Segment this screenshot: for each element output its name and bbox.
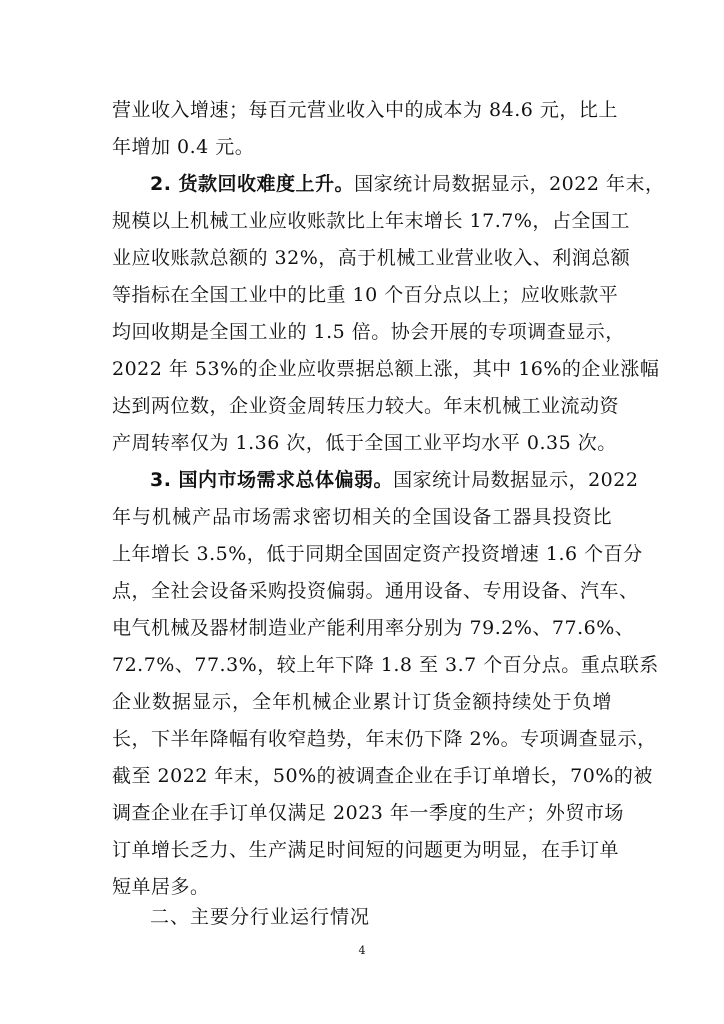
body-text-line: 业应收账款总额的 32%，高于机械工业营业收入、利润总额: [112, 247, 631, 269]
body-text-line: 营业收入增速；每百元营业收入中的成本为 84.6 元，比上: [112, 99, 618, 121]
body-text-line: 订单增长乏力、生产满足时间短的问题更为明显，在手订单: [112, 839, 620, 861]
body-text-line: 达到两位数，企业资金周转压力较大。年末机械工业流动资: [112, 395, 620, 417]
body-text-line: 企业数据显示，全年机械企业累计订货金额持续处于负增: [112, 691, 612, 713]
body-text-line: 点，全社会设备采购投资偏弱。通用设备、专用设备、汽车、: [112, 580, 639, 602]
body-text-line: 截至 2022 年末，50%的被调查企业在手订单增长，70%的被: [112, 765, 653, 787]
body-text-line: 年与机械产品市场需求密切相关的全国设备工器具投资比: [112, 506, 612, 528]
body-text-line: 2022 年 53%的企业应收票据总额上涨，其中 16%的企业涨幅: [112, 358, 660, 380]
body-text-line: 上年增长 3.5%，低于同期全国固定资产投资增速 1.6 个百分: [112, 543, 643, 565]
body-text-line: 均回收期是全国工业的 1.5 倍。协会开展的专项调查显示，: [112, 321, 625, 343]
body-text-line: 年增加 0.4 元。: [112, 136, 255, 158]
section-2-title: 2. 货款回收难度上升。: [150, 173, 355, 195]
body-text-line: 等指标在全国工业中的比重 10 个百分点以上；应收账款平: [112, 284, 619, 306]
body-text-line: 规模以上机械工业应收账款比上年末增长 17.7%，占全国工: [112, 210, 630, 232]
body-text-line: 产周转率仅为 1.36 次，低于全国工业平均水平 0.35 次。: [112, 432, 617, 454]
page-number: 4: [358, 944, 366, 957]
body-text-line: 长，下半年降幅有收窄趋势，年末仍下降 2%。专项调查显示，: [112, 728, 657, 750]
section-3-first-line: [150, 468, 639, 492]
section-2-first-line-text: 国家统计局数据显示，2022 年末，: [354, 173, 665, 195]
section-3-first-line-text: 国家统计局数据显示，2022: [393, 469, 639, 491]
body-text-line: 短单居多。: [112, 876, 210, 898]
body-text-line: 调查企业在手订单仅满足 2023 年一季度的生产；外贸市场: [112, 802, 624, 824]
body-text-line: 72.7%、77.3%，较上年下降 1.8 至 3.7 个百分点。重点联系: [112, 654, 659, 676]
body-text-line: 电气机械及器材制造业产能利用率分别为 79.2%、77.6%、: [112, 617, 635, 639]
section-3-title: 3. 国内市场需求总体偏弱。: [150, 469, 394, 491]
section-2-first-line: [150, 172, 665, 196]
section-heading: 二、主要分行业运行情况: [150, 906, 371, 928]
